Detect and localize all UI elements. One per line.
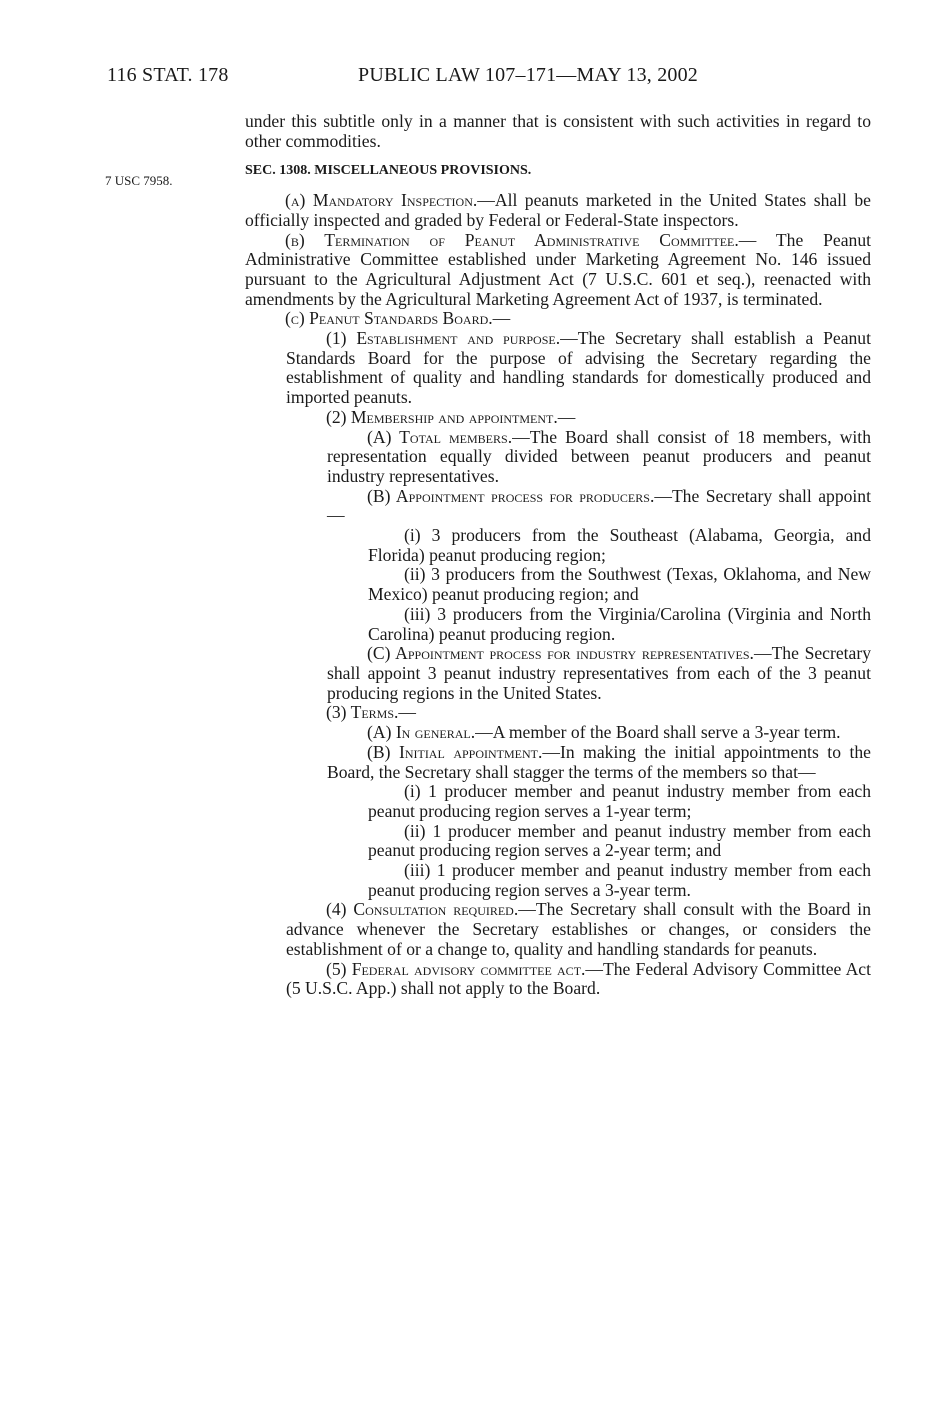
paragraph-text: —The Federal Advisory Committee Act (5 U.S.C. App.) shall not apply to the Board. bbox=[286, 958, 871, 999]
clause-c2Bii: (ii) 3 producers from the Southwest (Texas, Oklahoma, and New Mexico) peanut producing region; and bbox=[368, 564, 871, 605]
paragraph-heading: (3) Terms. bbox=[326, 702, 399, 723]
paragraph-heading: (5) Federal advisory committee act. bbox=[326, 958, 586, 979]
clause-c3Biii: (iii) 1 producer member and peanut industry member from each peanut producing region serves a 3-year term. bbox=[368, 860, 871, 900]
subparagraph-c3B bbox=[327, 743, 871, 782]
subsection-c bbox=[245, 309, 871, 329]
clause-c3Bii: (ii) 1 producer member and peanut industry member from each peanut producing region serves a 2-year term; and bbox=[368, 820, 871, 861]
clause-c3Bi: (i) 1 producer member and peanut industry member from each peanut producing region serves a 1-year term; bbox=[368, 781, 871, 821]
running-head-title: PUBLIC LAW 107–171—MAY 13, 2002 bbox=[358, 64, 698, 86]
subsection-text: — bbox=[492, 308, 511, 329]
paragraph-c5 bbox=[286, 960, 871, 999]
subparagraph-heading: (A) Total members. bbox=[367, 426, 513, 447]
subparagraph-text: —A member of the Board shall serve a 3-year term. bbox=[475, 722, 841, 743]
subparagraph-heading: (B) Initial appointment. bbox=[367, 741, 543, 762]
subsection-b bbox=[245, 231, 871, 310]
paragraph-c4 bbox=[286, 900, 871, 959]
continued-paragraph: under this subtitle only in a manner that is consistent with such activities in regard to other commodities. bbox=[245, 111, 871, 151]
subparagraph-c2A bbox=[327, 428, 871, 487]
subsection-heading: (b) Termination of Peanut Administrative Committee. bbox=[285, 229, 739, 250]
statute-text bbox=[245, 112, 871, 999]
paragraph-heading: (2) Membership and appointment. bbox=[326, 406, 558, 427]
paragraph-c2 bbox=[286, 408, 871, 428]
subparagraph-c2B bbox=[327, 487, 871, 526]
paragraph-c3 bbox=[286, 703, 871, 723]
subparagraph-text: —The Board shall consist of 18 members, with representation equally divided between peanut producers and peanut industry representatives. bbox=[327, 426, 871, 486]
section-heading: SEC. 1308. MISCELLANEOUS PROVISIONS. bbox=[245, 163, 532, 179]
paragraph-c1 bbox=[286, 329, 871, 408]
subparagraph-heading: (B) Appointment process for producers. bbox=[367, 485, 655, 506]
subsection-text: —All peanuts marketed in the United States shall be officially inspected and graded by Federal or Federal-State inspectors. bbox=[245, 190, 871, 230]
subsection-heading: (a) Mandatory Inspection. bbox=[285, 190, 478, 211]
subparagraph-heading: (C) Appointment process for industry representatives. bbox=[367, 643, 754, 664]
paragraph-text: — bbox=[398, 702, 417, 723]
paragraph-text: —The Secretary shall consult with the Board in advance whenever the Secretary establishes or changes, or considers the establishment of or a change to, quality and handling standards for peanuts. bbox=[286, 899, 871, 959]
paragraph-heading: (4) Consultation required. bbox=[326, 899, 519, 920]
paragraph-text: — bbox=[557, 406, 576, 427]
paragraph-text: —The Secretary shall establish a Peanut Standards Board for the purpose of advising the Secretary regarding the establishment of quality and handling standards for domestically produced and imported peanuts. bbox=[286, 328, 871, 408]
margin-citation: 7 USC 7958. bbox=[105, 173, 173, 188]
subparagraph-text: —The Secretary shall appoint— bbox=[327, 485, 871, 526]
subsection-heading: (c) Peanut Standards Board. bbox=[285, 308, 493, 329]
subsection-a bbox=[245, 191, 871, 230]
clause-c2Bi: (i) 3 producers from the Southeast (Alabama, Georgia, and Florida) peanut producing region; bbox=[368, 525, 871, 565]
paragraph-heading: (1) Establishment and purpose. bbox=[326, 328, 561, 349]
clause-c2Biii: (iii) 3 producers from the Virginia/Carolina (Virginia and North Carolina) peanut producing region. bbox=[368, 603, 871, 644]
page-stat-number: 116 STAT. 178 bbox=[107, 64, 229, 86]
subparagraph-text: —In making the initial appointments to the Board, the Secretary shall stagger the terms of the members so that— bbox=[327, 741, 871, 782]
subparagraph-c2C bbox=[327, 644, 871, 703]
subsection-text: — The Peanut Administrative Committee established under Marketing Agreement No. 146 issued pursuant to the Agricultural Adjustment Act (7 U.S.C. 601 et seq.), reenacted with amendments by the Agricultural Marketing Agreement Act of 1937, is terminated. bbox=[245, 229, 872, 309]
subparagraph-c3A bbox=[327, 723, 871, 743]
subparagraph-text: —The Secretary shall appoint 3 peanut industry representatives from each of the 3 peanut producing regions in the United States. bbox=[327, 643, 871, 703]
subparagraph-heading: (A) In general. bbox=[367, 722, 476, 743]
